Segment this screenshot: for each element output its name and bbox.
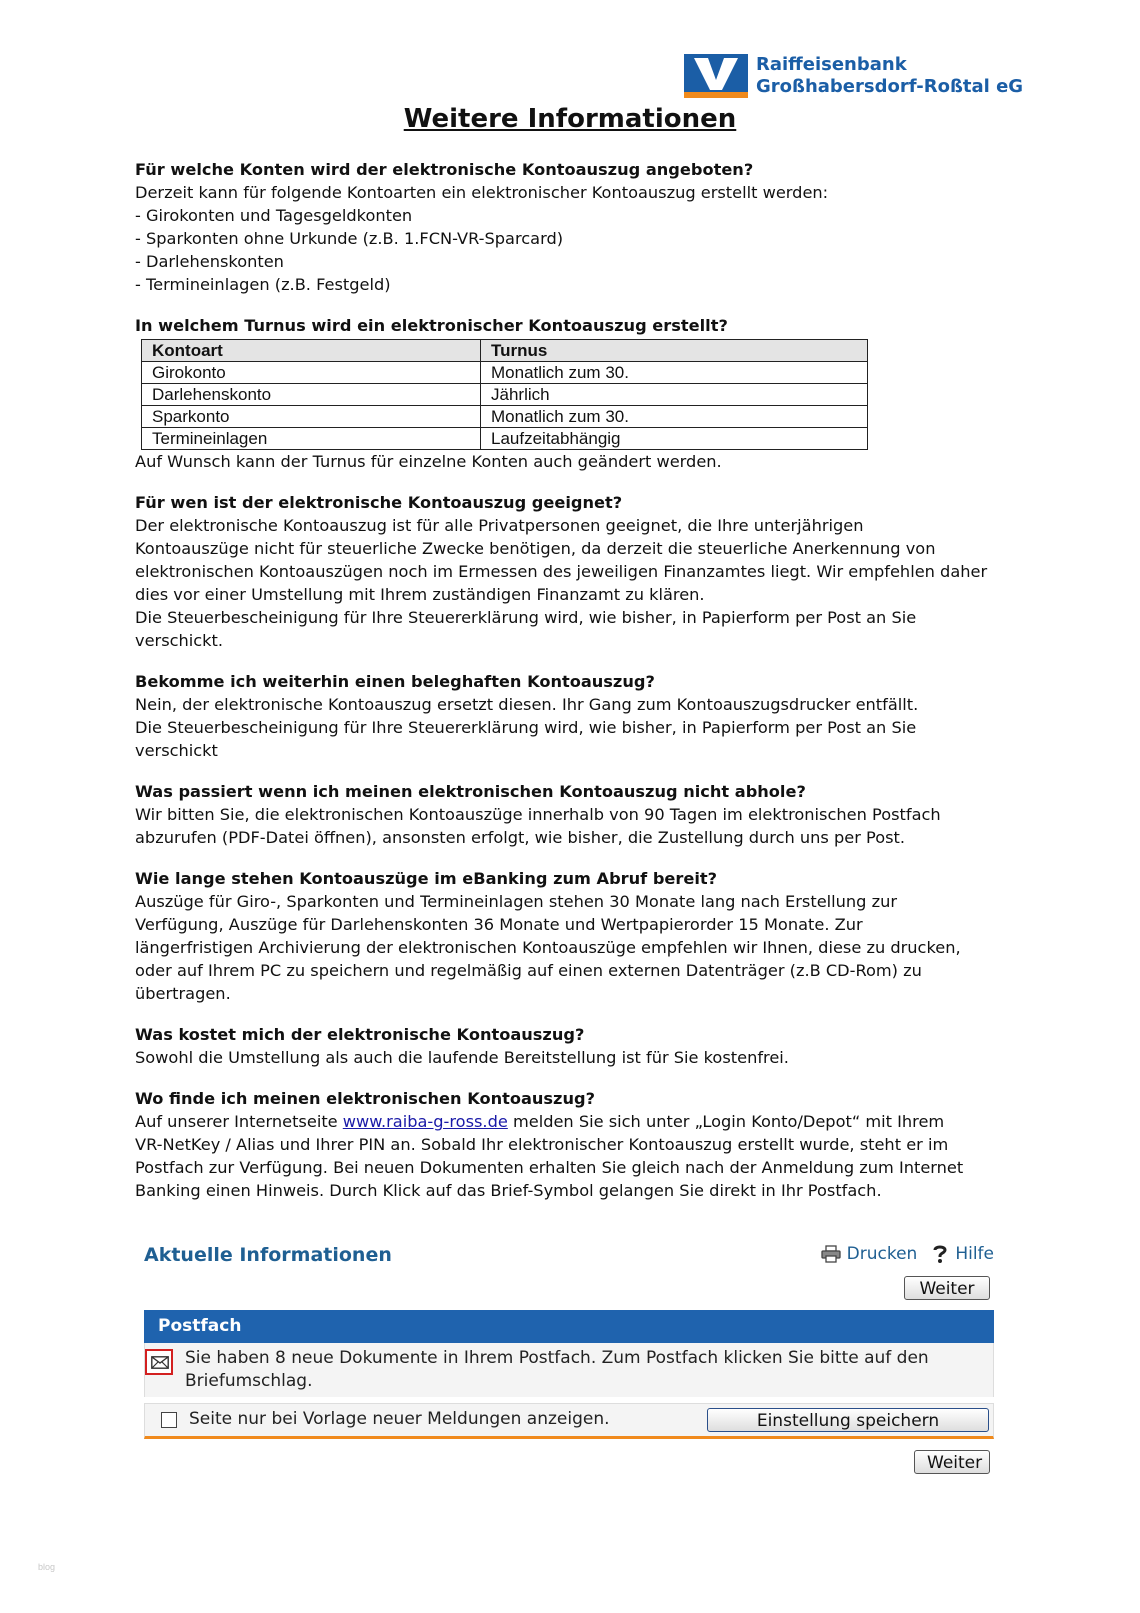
text-line: oder auf Ihrem PC zu speichern und regelmäßig auf einen externen Datenträger (z.B CD-Rom) zu [135,961,922,980]
section-question: Was passiert wenn ich meinen elektronischen Kontoauszug nicht abhole? [135,782,806,801]
section-cost [135,1023,1015,1069]
show-only-new-label: Seite nur bei Vorlage neuer Meldungen anzeigen. [189,1409,610,1429]
table-cell: Girokonto [142,362,481,384]
section-where [135,1087,1015,1202]
text-fragment: melden Sie sich unter „Login Konto/Depot“ mit Ihrem [507,1112,945,1131]
table-cell: Darlehenskonto [142,384,481,406]
text-line: übertragen. [135,984,231,1003]
table-cell: Laufzeitabhängig [481,428,868,450]
section-question: Bekomme ich weiterhin einen beleghaften Kontoauszug? [135,672,655,691]
table-row [142,428,868,450]
section-question: Für welche Konten wird der elektronische Kontoauszug angeboten? [135,160,754,179]
table-row [142,384,868,406]
text-line: VR-NetKey / Alias und Ihrer PIN an. Sobald Ihr elektronischer Kontoauszug erstellt wurde, steht er im [135,1135,949,1154]
logo-line-2: Großhabersdorf-Roßtal eG [756,76,1024,97]
next-button-top[interactable]: Weiter [904,1276,990,1300]
text-line: Derzeit kann für folgende Kontoarten ein elektronischer Kontoauszug erstellt werden: [135,183,829,202]
list-item: - Sparkonten ohne Urkunde (z.B. 1.FCN-VR-Sparcard) [135,229,564,248]
table-cell: Sparkonto [142,406,481,428]
table-cell: Monatlich zum 30. [481,406,868,428]
section-not-collected [135,780,1015,849]
text-line: Der elektronische Kontoauszug ist für alle Privatpersonen geeignet, die Ihre unterjährigen [135,516,864,535]
table-header-row [142,340,868,362]
text-line: Postfach zur Verfügung. Bei neuen Dokumenten erhalten Sie gleich nach der Anmeldung zum Internet [135,1158,964,1177]
table-cell: Termineinlagen [142,428,481,450]
ebanking-screenshot [144,1236,994,1476]
website-link[interactable]: www.raiba-g-ross.de [342,1112,508,1131]
section-question: Wo finde ich meinen elektronischen Kontoauszug? [135,1089,595,1108]
section-suitability [135,491,1015,652]
settings-row [144,1403,994,1439]
info-title: Aktuelle Informationen [144,1244,392,1266]
section-offered-accounts [135,158,1015,296]
watermark: blog [38,1562,56,1572]
help-icon [931,1244,949,1264]
table-row [142,406,868,428]
postfach-header: Postfach [144,1310,994,1343]
main-content [135,158,1015,1202]
section-question: Für wen ist der elektronische Kontoauszug geeignet? [135,493,623,512]
logo-mark-icon [684,54,748,98]
text-line: Die Steuerbescheinigung für Ihre Steuererklärung wird, wie bisher, in Papierform per Post an Sie [135,608,917,627]
print-link[interactable] [821,1244,918,1264]
text-line: längerfristigen Archivierung der elektronischen Kontoauszüge empfehlen wir Ihnen, diese zu drucken, [135,938,961,957]
info-toolbar [807,1244,994,1264]
text-fragment: Auf unserer Internetseite [135,1112,343,1131]
help-label: Hilfe [955,1244,994,1264]
text-line: verschickt [135,741,218,760]
next-button-bottom[interactable]: Weiter [914,1450,990,1474]
show-only-new-checkbox[interactable] [161,1412,177,1428]
logo-text [756,54,1023,98]
page-title: Weitere Informationen [403,104,737,134]
column-header-kontoart: Kontoart [142,340,481,362]
help-link[interactable] [931,1244,994,1264]
postfach-message-row [144,1343,994,1397]
text-line: Verfügung, Auszüge für Darlehenskonten 36 Monate und Wertpapierorder 15 Monate. Zur [135,915,863,934]
text-line: Auf Wunsch kann der Turnus für einzelne Konten auch geändert werden. [135,452,722,471]
section-question: Was kostet mich der elektronische Kontoauszug? [135,1025,585,1044]
section-cycle [135,314,1015,473]
logo-line-1: Raiffeisenbank [756,54,907,75]
text-line: elektronischen Kontoauszügen noch im Ermessen des jeweiligen Finanzamtes liegt. Wir empfehlen daher [135,562,988,581]
mailbox-envelope-button[interactable] [145,1349,173,1375]
text-line: dies vor einer Umstellung mit Ihrem zuständigen Finanzamt zu klären. [135,585,705,604]
text-line: Die Steuerbescheinigung für Ihre Steuererklärung wird, wie bisher, in Papierform per Post an Sie [135,718,917,737]
text-line: verschickt. [135,631,224,650]
postfach-message: Sie haben 8 neue Dokumente in Ihrem Postfach. Zum Postfach klicken Sie bitte auf den Briefumschlag. [185,1348,929,1391]
column-header-turnus: Turnus [481,340,868,362]
section-question: Wie lange stehen Kontoauszüge im eBanking zum Abruf bereit? [135,869,718,888]
text-line: abzurufen (PDF-Datei öffnen), ansonsten erfolgt, wie bisher, die Zustellung durch uns per Post. [135,828,906,847]
section-question: In welchem Turnus wird ein elektronischer Kontoauszug erstellt? [135,316,728,335]
list-item: - Girokonten und Tagesgeldkonten [135,206,413,225]
text-line [135,1110,1015,1133]
cycle-table [141,339,868,450]
print-label: Drucken [846,1244,918,1264]
envelope-icon [151,1356,169,1369]
printer-icon [821,1245,841,1263]
section-retention [135,867,1015,1005]
list-item: - Termineinlagen (z.B. Festgeld) [135,275,391,294]
table-row [142,362,868,384]
save-settings-button[interactable]: Einstellung speichern [707,1408,989,1432]
text-line: Banking einen Hinweis. Durch Klick auf das Brief-Symbol gelangen Sie direkt in Ihr Postfach. [135,1181,882,1200]
text-line: Nein, der elektronische Kontoauszug ersetzt diesen. Ihr Gang zum Kontoauszugsdrucker entfällt. [135,695,919,714]
list-item: - Darlehenskonten [135,252,284,271]
text-line: Wir bitten Sie, die elektronischen Kontoauszüge innerhalb von 90 Tagen im elektronischen Postfach [135,805,941,824]
table-cell: Jährlich [481,384,868,406]
text-line: Sowohl die Umstellung als auch die laufende Bereitstellung ist für Sie kostenfrei. [135,1048,789,1067]
bank-logo [684,54,1023,98]
text-line: Auszüge für Giro-, Sparkonten und Termineinlagen stehen 30 Monate lang nach Erstellung zur [135,892,897,911]
section-paper-statement [135,670,1015,762]
table-cell: Monatlich zum 30. [481,362,868,384]
text-line: Kontoauszüge nicht für steuerliche Zwecke benötigen, da derzeit die steuerliche Anerkennung von [135,539,936,558]
